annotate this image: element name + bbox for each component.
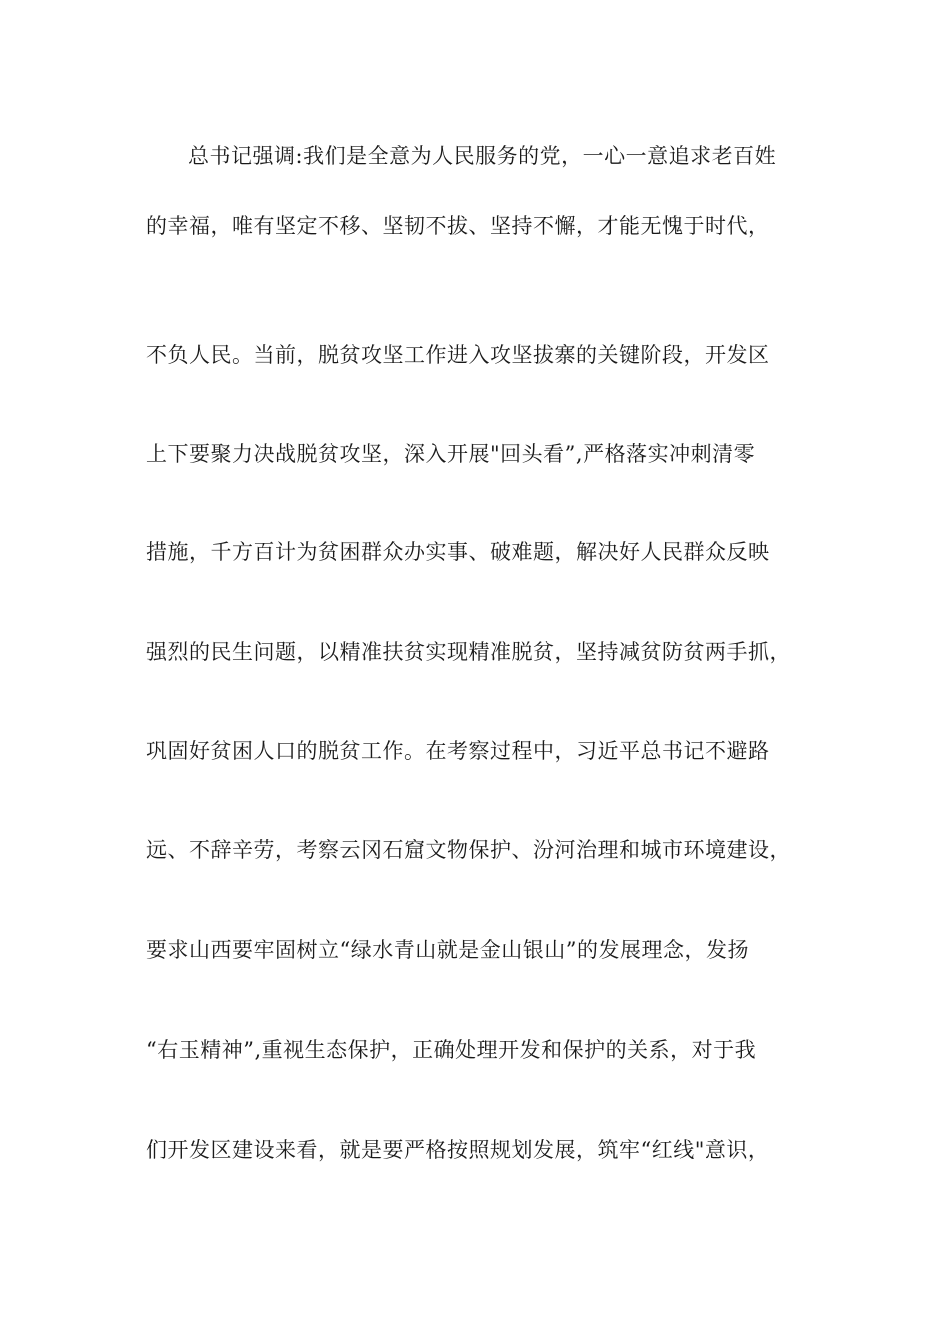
paragraph-line: 不负人民。当前，脱贫攻坚工作进入攻坚拔寨的关键阶段，开发区	[146, 343, 770, 367]
paragraph-line: 远、不辞辛劳，考察云冈石窟文物保护、汾河治理和城市环境建设，	[146, 838, 791, 862]
paragraph-line: “右玉精神”,重视生态保护，正确处理开发和保护的关系，对于我	[146, 1038, 757, 1062]
paragraph-line: 的幸福，唯有坚定不移、坚韧不拔、坚持不懈，才能无愧于时代，	[146, 214, 770, 238]
paragraph-line: 上下要聚力决战脱贫攻坚，深入开展"回头看”,严格落实冲刺清零	[146, 442, 756, 466]
paragraph-line: 总书记强调:我们是全意为人民服务的党，一心一意追求老百姓	[188, 144, 777, 168]
paragraph-line: 要求山西要牢固树立“绿水青山就是金山银山”的发展理念，发扬	[146, 938, 749, 962]
paragraph-line: 巩固好贫困人口的脱贫工作。在考察过程中，习近平总书记不避路	[146, 739, 770, 763]
paragraph-line: 们开发区建设来看，就是要严格按照规划发展，筑牢“红线"意识，	[146, 1138, 770, 1162]
paragraph-line: 强烈的民生问题，以精准扶贫实现精准脱贫，坚持减贫防贫两手抓，	[146, 640, 791, 664]
paragraph-line: 措施，千方百计为贫困群众办实事、破难题，解决好人民群众反映	[146, 540, 770, 564]
